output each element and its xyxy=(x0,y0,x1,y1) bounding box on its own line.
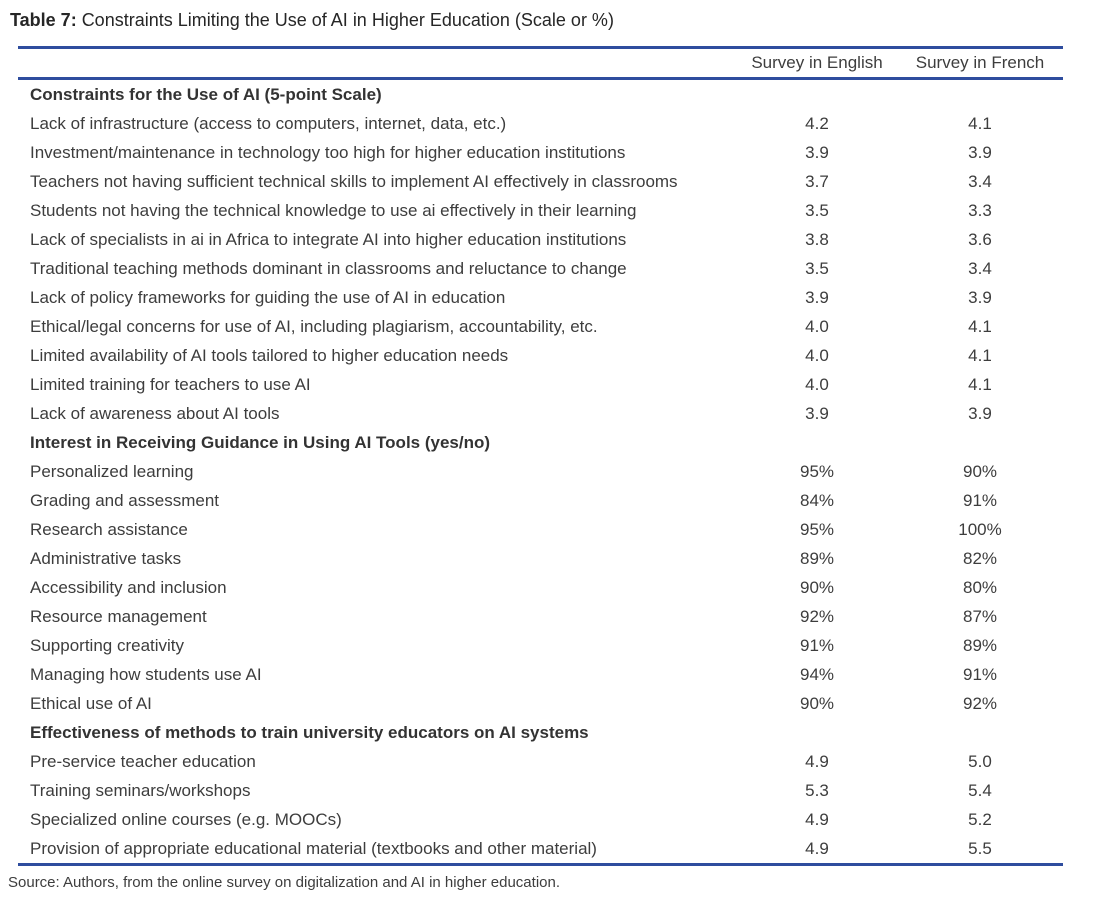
table-row xyxy=(18,689,1063,718)
value-french: 91% xyxy=(962,491,998,510)
value-english-empty xyxy=(737,428,897,457)
table-header xyxy=(18,48,1063,79)
table-row xyxy=(18,805,1063,834)
row-label: Limited availability of AI tools tailored to higher education needs xyxy=(30,346,509,365)
table-row xyxy=(18,776,1063,805)
row-label: Personalized learning xyxy=(30,462,194,481)
value-french: 100% xyxy=(958,520,1002,539)
value-french: 4.1 xyxy=(968,346,992,365)
value-english: 4.9 xyxy=(805,810,829,829)
value-french: 90% xyxy=(962,462,998,481)
row-label: Traditional teaching methods dominant in classrooms and reluctance to change xyxy=(30,259,627,278)
table-row xyxy=(18,486,1063,515)
table-row xyxy=(18,341,1063,370)
row-label: Limited training for teachers to use AI xyxy=(30,375,311,394)
table-row xyxy=(18,631,1063,660)
row-label: Provision of appropriate educational material (textbooks and other material) xyxy=(18,834,737,865)
section-heading: Effectiveness of methods to train university educators on AI systems xyxy=(30,723,589,742)
row-label: Students not having the technical knowledge to use ai effectively in their learning xyxy=(30,201,637,220)
row-label: Investment/maintenance in technology too high for higher education institutions xyxy=(30,143,626,162)
table-row xyxy=(18,399,1063,428)
value-english-empty xyxy=(737,718,897,747)
section-heading: Constraints for the Use of AI (5-point Scale) xyxy=(30,85,382,104)
row-label: Lack of specialists in ai in Africa to integrate AI into higher education institutions xyxy=(30,230,627,249)
row-label: Training seminars/workshops xyxy=(30,781,251,800)
value-french: 3.6 xyxy=(968,230,992,249)
value-english: 5.3 xyxy=(805,781,829,800)
row-label: Accessibility and inclusion xyxy=(30,578,227,597)
data-table xyxy=(18,46,1063,866)
value-english: 3.9 xyxy=(805,288,829,307)
row-label: Resource management xyxy=(30,607,207,626)
value-french: 3.3 xyxy=(968,201,992,220)
table-row xyxy=(18,109,1063,138)
table-row xyxy=(18,167,1063,196)
value-french: 4.1 xyxy=(968,317,992,336)
value-english: 95% xyxy=(799,520,835,539)
table-caption xyxy=(0,0,1096,32)
value-french: 91% xyxy=(962,665,998,684)
table-row xyxy=(18,747,1063,776)
column-header-english: Survey in English xyxy=(737,48,897,79)
value-english: 4.0 xyxy=(805,346,829,365)
value-english: 84% xyxy=(799,491,835,510)
value-french: 92% xyxy=(962,694,998,713)
value-french: 3.9 xyxy=(968,143,992,162)
value-english: 4.0 xyxy=(805,375,829,394)
value-english: 90% xyxy=(799,694,835,713)
value-english: 92% xyxy=(799,607,835,626)
row-label: Supporting creativity xyxy=(30,636,185,655)
row-label: Ethical/legal concerns for use of AI, including plagiarism, accountability, etc. xyxy=(30,317,598,336)
table-row xyxy=(18,225,1063,254)
row-label: Ethical use of AI xyxy=(30,694,152,713)
value-english: 90% xyxy=(799,578,835,597)
row-label: Pre-service teacher education xyxy=(30,752,256,771)
value-french: 3.9 xyxy=(968,404,992,423)
value-english: 94% xyxy=(799,665,835,684)
table-row xyxy=(18,283,1063,312)
table-caption-text: Constraints Limiting the Use of AI in Higher Education (Scale or %) xyxy=(81,10,614,30)
row-label: Lack of infrastructure (access to computers, internet, data, etc.) xyxy=(30,114,507,133)
column-header-empty xyxy=(18,48,737,79)
value-english: 89% xyxy=(799,549,835,568)
table-caption-label: Table 7: xyxy=(10,10,77,30)
section-heading-row xyxy=(18,428,1063,457)
section-heading-row xyxy=(18,79,1063,110)
column-header-french: Survey in French xyxy=(897,48,1063,79)
value-english: 3.9 xyxy=(805,143,829,162)
value-french: 5.2 xyxy=(968,810,992,829)
table-row xyxy=(18,834,1063,865)
value-french: 4.1 xyxy=(968,114,992,133)
row-label: Lack of policy frameworks for guiding the use of AI in education xyxy=(30,288,506,307)
table-body xyxy=(18,79,1063,865)
table-row xyxy=(18,544,1063,573)
value-french-empty xyxy=(897,79,1063,110)
value-french: 87% xyxy=(962,607,998,626)
table-row xyxy=(18,457,1063,486)
value-french: 5.5 xyxy=(897,834,1063,865)
value-english: 4.2 xyxy=(805,114,829,133)
value-french-empty xyxy=(897,718,1063,747)
value-english: 3.8 xyxy=(805,230,829,249)
table-row xyxy=(18,196,1063,225)
value-english: 4.0 xyxy=(805,317,829,336)
value-french: 3.4 xyxy=(968,172,992,191)
row-label: Grading and assessment xyxy=(30,491,219,510)
table-row xyxy=(18,370,1063,399)
row-label: Teachers not having sufficient technical skills to implement AI effectively in classrooms xyxy=(30,172,678,191)
value-english: 4.9 xyxy=(805,752,829,771)
value-english: 3.5 xyxy=(805,201,829,220)
value-french: 3.4 xyxy=(968,259,992,278)
section-heading-row xyxy=(18,718,1063,747)
table-row xyxy=(18,660,1063,689)
value-english: 91% xyxy=(799,636,835,655)
value-english: 3.7 xyxy=(805,172,829,191)
table-row xyxy=(18,573,1063,602)
value-english: 3.5 xyxy=(805,259,829,278)
table-row xyxy=(18,254,1063,283)
value-english: 3.9 xyxy=(805,404,829,423)
value-french: 82% xyxy=(962,549,998,568)
value-french: 5.4 xyxy=(968,781,992,800)
value-french-empty xyxy=(897,428,1063,457)
value-french: 89% xyxy=(962,636,998,655)
section-heading: Interest in Receiving Guidance in Using AI Tools (yes/no) xyxy=(30,433,491,452)
value-english-empty xyxy=(737,79,897,110)
row-label: Research assistance xyxy=(30,520,188,539)
value-french: 80% xyxy=(962,578,998,597)
source-note: Source: Authors, from the online survey on digitalization and AI in higher education. xyxy=(8,874,561,891)
table-row xyxy=(18,138,1063,167)
value-french: 3.9 xyxy=(968,288,992,307)
table-row xyxy=(18,602,1063,631)
row-label: Administrative tasks xyxy=(30,549,182,568)
header-row xyxy=(18,48,1063,79)
value-french: 5.0 xyxy=(968,752,992,771)
row-label: Specialized online courses (e.g. MOOCs) xyxy=(30,810,342,829)
value-english: 4.9 xyxy=(737,834,897,865)
value-french: 4.1 xyxy=(968,375,992,394)
value-english: 95% xyxy=(799,462,835,481)
row-label: Lack of awareness about AI tools xyxy=(30,404,280,423)
table-row xyxy=(18,312,1063,341)
row-label: Managing how students use AI xyxy=(30,665,262,684)
table-row xyxy=(18,515,1063,544)
